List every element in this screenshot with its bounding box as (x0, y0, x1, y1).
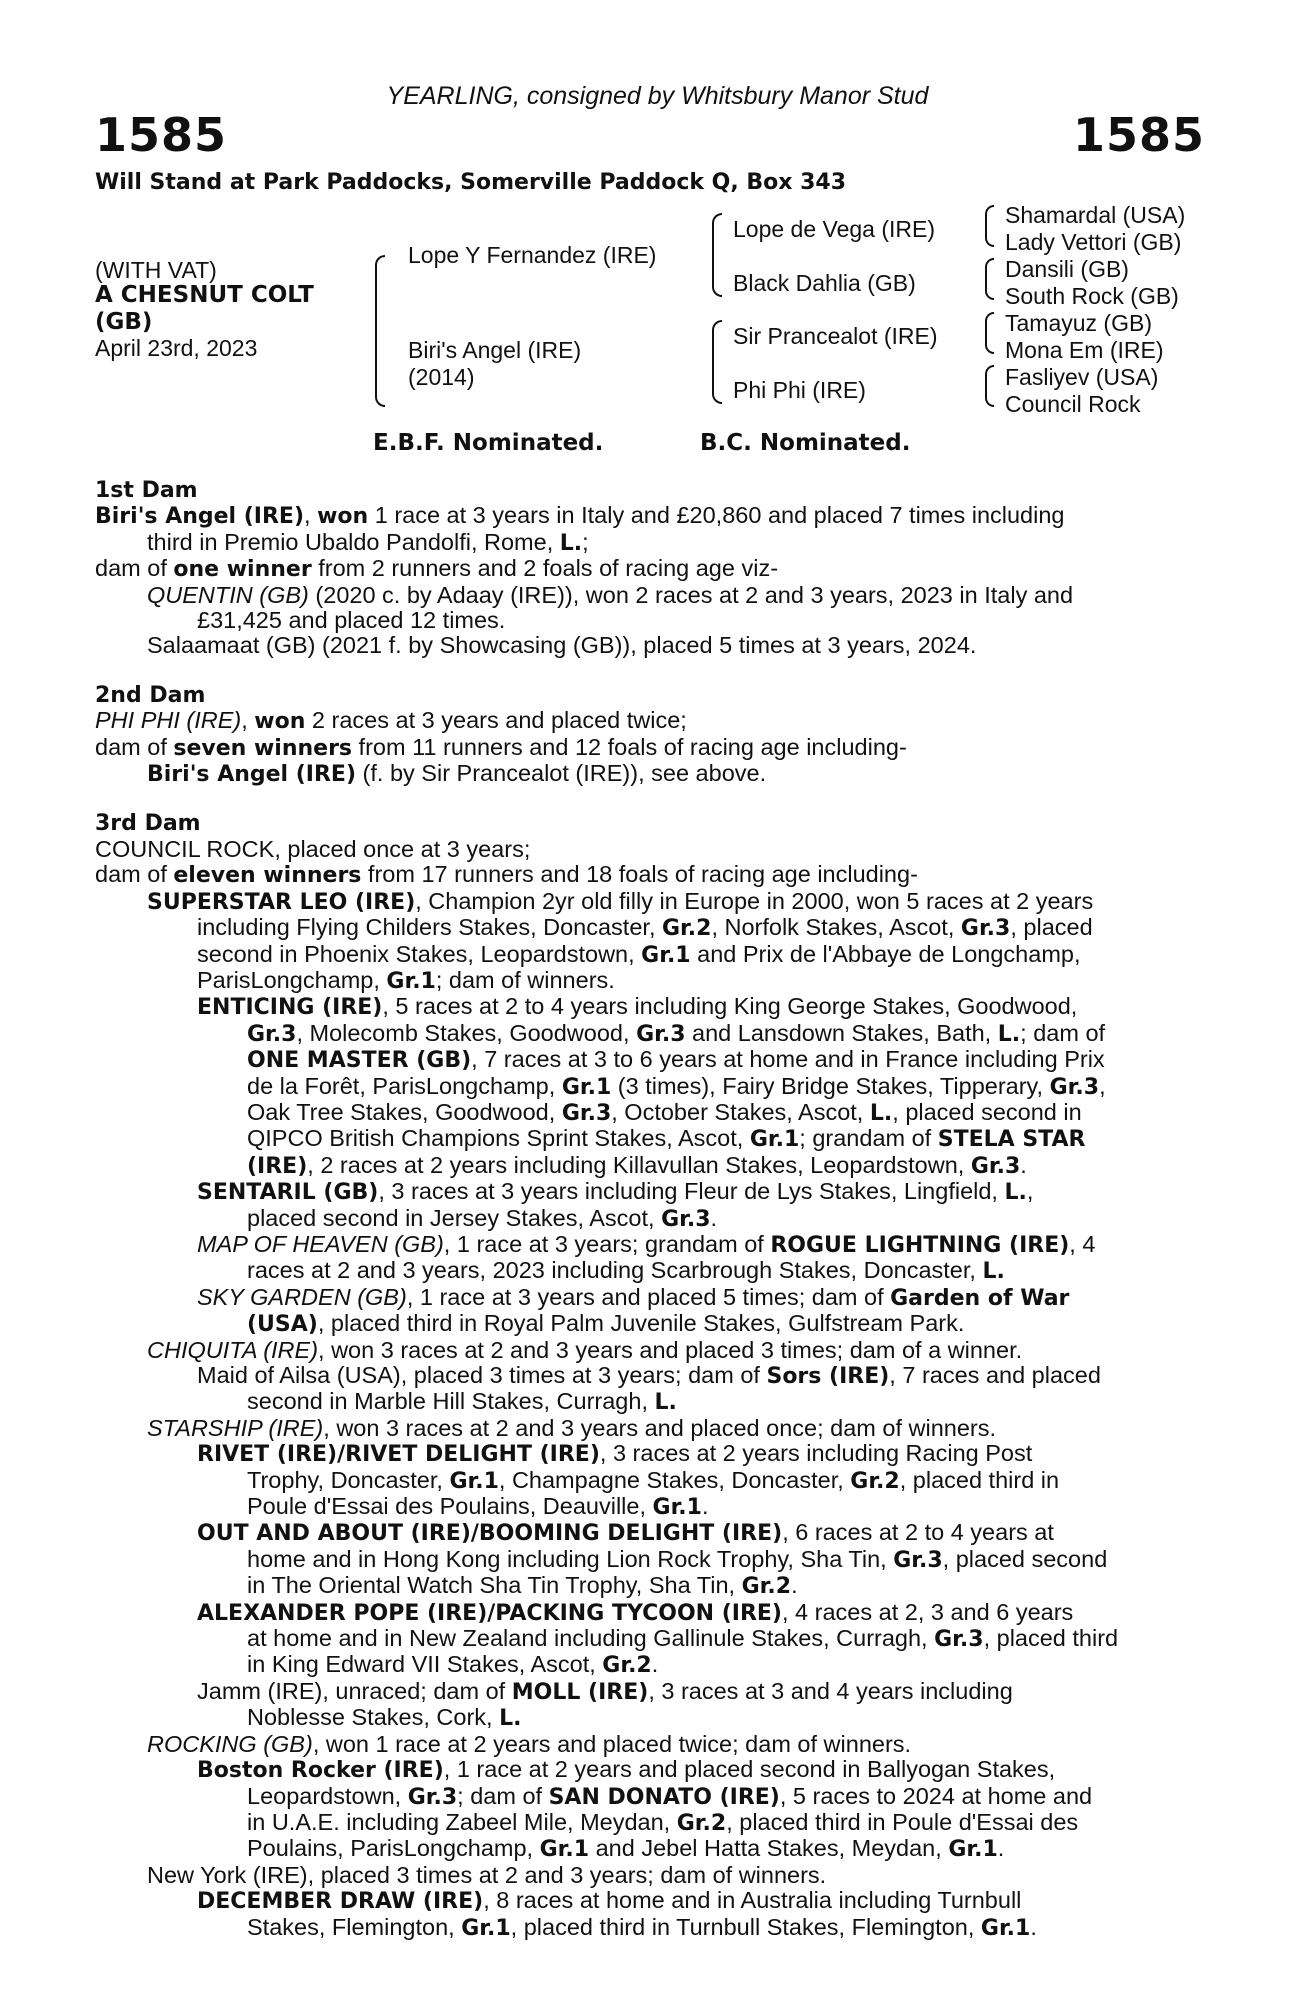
pedigree-line (95, 1732, 1205, 1757)
section-title: 3rd Dam (95, 811, 201, 837)
pedigree-line (95, 1285, 1205, 1311)
pedigree-brace-main (375, 255, 385, 407)
pedigree-line (95, 1416, 1205, 1441)
text: , Champagne Stakes, Doncaster, (498, 1466, 851, 1493)
bold-text: Gr.2 (676, 1810, 727, 1836)
pedigree-line (95, 915, 1205, 941)
text: 1 race at 3 years in Italy and £20,860 and placed 7 times including (368, 502, 1065, 529)
text: , placed third in (899, 1466, 1060, 1493)
pedigree-brace-gg4 (985, 365, 994, 407)
text: ; dam of (1020, 1019, 1106, 1046)
pedigree-line (95, 1338, 1205, 1363)
pedigree-line (95, 1389, 1205, 1415)
pedigree-brace-gg2 (985, 258, 994, 300)
horse-country: (GB) (95, 309, 153, 335)
bold-text: Garden of War (890, 1285, 1070, 1311)
text: , October Stakes, Ascot, (611, 1098, 870, 1125)
text: and Lansdown Stakes, Bath, (685, 1019, 998, 1046)
pedigree-line (95, 1652, 1205, 1678)
bold-text: (USA) (247, 1312, 318, 1338)
text: races at 2 and 3 years, 2023 including Scarbrough Stakes, Doncaster, (247, 1257, 983, 1284)
text: ; dam of winners. (435, 966, 615, 993)
bold-text: Gr.1 (561, 1074, 612, 1100)
pedigree-line (95, 1547, 1205, 1573)
bold-text: Gr.1 (749, 1127, 800, 1153)
text: second in Phoenix Stakes, Leopardstown, (197, 940, 642, 967)
bold-text: Gr.1 (461, 1915, 511, 1941)
bold-text: Gr.2 (741, 1574, 792, 1600)
sire: Lope Y Fernandez (IRE) (408, 242, 657, 268)
text: including Flying Childers Stakes, Doncaster, (197, 914, 662, 941)
dam: Biri's Angel (IRE) (408, 337, 582, 363)
pedigree-line (95, 1047, 1205, 1073)
italic-text: ROCKING (GB) (147, 1730, 313, 1757)
text: dam of (95, 861, 174, 888)
text: , (241, 707, 255, 734)
pedigree-line (95, 1206, 1205, 1232)
dam-dam: Phi Phi (IRE) (733, 377, 866, 403)
text: , placed third in Poule d'Essai des (726, 1808, 1079, 1835)
bold-text: Gr.2 (850, 1468, 900, 1494)
text: , placed third (983, 1625, 1119, 1652)
text: , 7 races at 3 to 6 years at home and in France including Prix (471, 1046, 1105, 1073)
ggp-3: Dansili (GB) (1005, 256, 1129, 282)
text: , 2 races at 2 years including Killavullan Stakes, Leopardstown, (307, 1151, 971, 1178)
bold-text: OUT AND ABOUT (IRE)/BOOMING DELIGHT (IRE) (197, 1521, 783, 1547)
pedigree-line (95, 862, 1205, 888)
text: third in Premio Ubaldo Pandolfi, Rome, (147, 528, 560, 555)
bold-text: Gr.3 (970, 1153, 1021, 1179)
text: Stakes, Flemington, (247, 1913, 462, 1940)
text: , Champion 2yr old filly in Europe in 2000, won 5 races at 2 years (415, 887, 1094, 914)
bold-text: Gr.1 (386, 968, 436, 994)
bold-text: ALEXANDER POPE (IRE)/PACKING TYCOON (IRE) (197, 1600, 782, 1626)
pedigree-line (95, 503, 1205, 529)
ggp-6: Mona Em (IRE) (1005, 337, 1164, 363)
pedigree-line (95, 1468, 1205, 1494)
bold-text: L. (982, 1259, 1005, 1285)
text: , 5 races to 2024 at home and (779, 1782, 1093, 1809)
bold-text: Gr.1 (980, 1915, 1031, 1941)
text: , won 1 race at 2 years and placed twice; dam of winners. (312, 1730, 912, 1757)
text: QIPCO British Champions Sprint Stakes, Ascot, (247, 1125, 750, 1152)
bold-text: Gr.1 (641, 942, 691, 968)
pedigree-line (95, 1232, 1205, 1258)
text: COUNCIL ROCK, placed once at 3 years; (95, 835, 531, 862)
italic-text: QUENTIN (GB) (147, 581, 309, 608)
bold-text: seven winners (173, 735, 353, 761)
italic-text: SKY GARDEN (GB) (197, 1283, 407, 1310)
bold-text: Gr.3 (934, 1627, 984, 1653)
bold-text: DECEMBER DRAW (IRE) (197, 1889, 484, 1915)
pedigree-line (95, 1441, 1205, 1467)
text: Noblesse Stakes, Cork, (247, 1704, 500, 1731)
bold-text: Gr.3 (960, 916, 1011, 942)
pedigree-line (95, 1705, 1205, 1731)
text: dam of (95, 555, 174, 582)
italic-text: CHIQUITA (IRE) (147, 1336, 319, 1363)
ebf-nomination: E.B.F. Nominated. (373, 430, 604, 456)
text: dam of (95, 733, 174, 760)
consignor-line: YEARLING, consigned by Whitsbury Manor Stud (386, 82, 929, 110)
text: 2 races at 3 years and placed twice; (305, 707, 687, 734)
italic-text: STARSHIP (IRE) (147, 1414, 324, 1441)
bold-text: eleven winners (173, 863, 362, 889)
text: Poule d'Essai des Poulains, Deauville, (247, 1493, 653, 1520)
text: second in Marble Hill Stakes, Curragh, (247, 1388, 655, 1415)
pedigree-line (95, 1757, 1205, 1783)
pedigree-line (95, 583, 1205, 608)
pedigree-line (95, 633, 1205, 658)
text: ParisLongchamp, (197, 966, 387, 993)
pedigree-line (95, 1600, 1205, 1626)
bold-text: STELA STAR (937, 1127, 1086, 1153)
ggp-2: Lady Vettori (GB) (1005, 229, 1182, 255)
text: and Jebel Hatta Stakes, Meydan, (589, 1835, 949, 1862)
pedigree-line (95, 735, 1205, 761)
pedigree-line (95, 1494, 1205, 1520)
pedigree-line (95, 556, 1205, 582)
bold-text: Gr.3 (661, 1206, 711, 1232)
ggp-7: Fasliyev (USA) (1005, 364, 1159, 390)
text: in The Oriental Watch Sha Tin Trophy, Sha Tin, (247, 1572, 742, 1599)
text: in King Edward VII Stakes, Ascot, (247, 1651, 603, 1678)
text: at home and in New Zealand including Gallinule Stakes, Curragh, (247, 1625, 935, 1652)
text: and Prix de l'Abbaye de Longchamp, (690, 940, 1081, 967)
pedigree-line (95, 1784, 1205, 1810)
vat-note: (WITH VAT) (95, 257, 217, 283)
pedigree-line (95, 708, 1205, 734)
text: , placed third in Royal Palm Juvenile Stakes, Gulfstream Park. (317, 1310, 965, 1337)
pedigree-line (95, 1179, 1205, 1205)
bold-text: L. (559, 530, 583, 556)
bold-text: won (254, 709, 306, 735)
text: . (997, 1835, 1005, 1862)
bold-text: Gr.2 (602, 1653, 652, 1679)
text: home and in Hong Kong including Lion Rock Trophy, Sha Tin, (247, 1545, 894, 1572)
text: from 2 runners and 2 foals of racing age viz- (311, 555, 779, 582)
text: Trophy, Doncaster, (247, 1466, 450, 1493)
ggp-1: Shamardal (USA) (1005, 202, 1186, 228)
pedigree-line (95, 1021, 1205, 1047)
text: Maid of Ailsa (USA), placed 3 times at 3 years; dam of (197, 1362, 767, 1388)
bold-text: L. (499, 1706, 522, 1732)
bold-text: SAN DONATO (IRE) (548, 1784, 780, 1810)
text: , (1099, 1072, 1106, 1099)
pedigree-line (95, 1888, 1205, 1914)
bold-text: Gr.1 (539, 1837, 590, 1863)
text: . (651, 1651, 659, 1678)
pedigree-brace-gg1 (985, 205, 994, 247)
pedigree-line (95, 761, 1205, 787)
ggp-4: South Rock (GB) (1005, 283, 1179, 309)
text: , 3 races at 3 years including Fleur de Lys Stakes, Lingfield, (378, 1178, 1005, 1205)
bold-text: SENTARIL (GB) (197, 1180, 379, 1206)
dam-year: (2014) (408, 364, 475, 390)
text: , won 3 races at 2 and 3 years and placed 3 times; dam of a winner. (318, 1336, 1023, 1363)
pedigree-line (95, 837, 1205, 862)
bold-text: MOLL (IRE) (511, 1679, 649, 1705)
pedigree-line (95, 1074, 1205, 1100)
text: (f. by Sir Prancealot (IRE)), see above. (356, 760, 767, 787)
pedigree-line (95, 1153, 1205, 1179)
pedigree-brace-dam (712, 320, 722, 404)
pedigree-line (95, 608, 1205, 633)
bold-text: (IRE) (247, 1153, 308, 1179)
sire-dam: Black Dahlia (GB) (733, 270, 916, 296)
text: , placed third in Turnbull Stakes, Flemington, (510, 1913, 981, 1940)
bold-text: Gr.2 (662, 916, 712, 942)
text: Leopardstown, (247, 1782, 408, 1809)
italic-text: MAP OF HEAVEN (GB) (197, 1230, 444, 1257)
bold-text: Biri's Angel (IRE) (95, 504, 305, 530)
pedigree-line (95, 1863, 1205, 1888)
text: , 4 (1069, 1230, 1096, 1257)
pedigree-line (95, 889, 1205, 915)
bold-text: ROGUE LIGHTNING (IRE) (770, 1232, 1070, 1258)
horse-name: A CHESNUT COLT (95, 282, 314, 308)
pedigree-brace-gg3 (985, 312, 994, 354)
bold-text: RIVET (IRE)/RIVET DELIGHT (IRE) (197, 1442, 600, 1468)
lot-number-left: 1585 (95, 108, 228, 162)
text: . (710, 1204, 718, 1231)
text: from 11 runners and 12 foals of racing age including- (352, 733, 907, 760)
section-title: 2nd Dam (95, 682, 206, 708)
dam-sire: Sir Prancealot (IRE) (733, 323, 938, 349)
bold-text: Gr.1 (652, 1495, 702, 1521)
bold-text: Biri's Angel (IRE) (147, 762, 357, 788)
pedigree-line (95, 994, 1205, 1020)
bold-text: Gr.3 (636, 1021, 686, 1047)
bold-text: L. (654, 1390, 677, 1416)
bold-text: SUPERSTAR LEO (IRE) (147, 889, 416, 915)
bold-text: Gr.1 (948, 1837, 998, 1863)
text: £31,425 and placed 12 times. (197, 607, 506, 634)
pedigree-line (95, 1520, 1205, 1546)
pedigree-line (95, 1126, 1205, 1152)
text: ; (582, 528, 589, 555)
bold-text: Gr.3 (407, 1784, 458, 1810)
bold-text: Sors (IRE) (766, 1364, 890, 1389)
pedigree-brace-sire (712, 213, 722, 297)
pedigree-line (95, 1915, 1205, 1941)
bold-text: Gr.3 (893, 1547, 943, 1573)
text: ; dam of (457, 1782, 549, 1809)
section-title: 1st Dam (95, 478, 198, 503)
text: , 8 races at home and in Australia including Turnbull (483, 1887, 1022, 1914)
pedigree-line (95, 1836, 1205, 1862)
bold-text: ENTICING (IRE) (197, 995, 383, 1021)
text: . (1020, 1151, 1027, 1178)
text: Poulains, ParisLongchamp, (247, 1835, 540, 1862)
pedigree-line (95, 1810, 1205, 1836)
lot-number-right: 1585 (1072, 108, 1205, 162)
text: New York (IRE), placed 3 times at 2 and 3 years; dam of winners. (147, 1861, 827, 1888)
text: placed second in Jersey Stakes, Ascot, (247, 1204, 662, 1231)
ggp-5: Tamayuz (GB) (1005, 310, 1152, 336)
text: , 3 races at 3 and 4 years including (648, 1677, 1013, 1704)
pedigree-line (95, 1573, 1205, 1599)
pedigree-line (95, 1311, 1205, 1337)
text: . (701, 1493, 709, 1520)
text: de la Forêt, ParisLongchamp, (247, 1072, 562, 1099)
bold-text: one winner (173, 557, 312, 583)
text: (3 times), Fairy Bridge Stakes, Tipperary, (611, 1072, 1050, 1099)
pedigree-line (95, 1258, 1205, 1284)
bold-text: won (317, 504, 369, 530)
pedigree-line (95, 1100, 1205, 1126)
text: , won 3 races at 2 and 3 years and placed once; dam of winners. (323, 1414, 997, 1441)
bold-text: ONE MASTER (GB) (247, 1048, 472, 1074)
text: , placed second in (892, 1098, 1082, 1125)
pedigree-line (95, 1679, 1205, 1705)
pedigree-line (95, 1626, 1205, 1652)
text: Salaamaat (GB) (2021 f. by Showcasing (GB)), placed 5 times at 3 years, 2024. (147, 632, 977, 659)
text: . (1030, 1913, 1037, 1940)
text: Oak Tree Stakes, Goodwood, (247, 1098, 562, 1125)
text: , (304, 502, 318, 529)
text: , 7 races and placed (889, 1362, 1101, 1388)
horse-dob: April 23rd, 2023 (95, 335, 258, 361)
text: , 5 races at 2 to 4 years including King George Stakes, Goodwood, (382, 993, 1078, 1020)
text: , placed second (942, 1545, 1108, 1572)
bold-text: Boston Rocker (IRE) (197, 1758, 444, 1784)
text: , 1 race at 2 years and placed second in Ballyogan Stakes, (443, 1756, 1056, 1783)
bold-text: Gr.3 (1049, 1074, 1100, 1100)
text: , 1 race at 3 years; grandam of (443, 1230, 771, 1257)
pedigree-line (95, 530, 1205, 556)
text: , 6 races at 2 to 4 years at (782, 1519, 1054, 1546)
italic-text: PHI PHI (IRE) (95, 707, 242, 734)
bold-text: L. (1004, 1180, 1027, 1206)
stand-location: Will Stand at Park Paddocks, Somerville Paddock Q, Box 343 (95, 170, 847, 195)
bold-text: L. (997, 1021, 1021, 1047)
pedigree-line (95, 968, 1205, 994)
bold-text: Gr.3 (561, 1100, 612, 1126)
catalogue-body (95, 478, 1205, 1941)
text: (2020 c. by Adaay (IRE)), won 2 races at 2 and 3 years, 2023 in Italy and (308, 581, 1074, 608)
ggp-8: Council Rock (1005, 391, 1141, 417)
text: , Norfolk Stakes, Ascot, (711, 914, 961, 941)
sire-sire: Lope de Vega (IRE) (733, 216, 936, 242)
text: . (791, 1572, 798, 1599)
bold-text: L. (869, 1100, 893, 1126)
bold-text: Gr.1 (449, 1468, 499, 1494)
text: , 4 races at 2, 3 and 6 years (781, 1598, 1074, 1625)
text: Jamm (IRE), unraced; dam of (197, 1677, 512, 1704)
text: , Molecomb Stakes, Goodwood, (296, 1019, 637, 1046)
text: in U.A.E. including Zabeel Mile, Meydan, (247, 1808, 677, 1835)
text: , 3 races at 2 years including Racing Post (599, 1440, 1033, 1467)
pedigree-line (95, 1363, 1205, 1389)
text: ; grandam of (799, 1125, 938, 1152)
bold-text: Gr.3 (247, 1021, 297, 1047)
text: from 17 runners and 18 foals of racing age including- (361, 861, 918, 888)
text: , placed (1010, 914, 1093, 941)
text: , (1026, 1178, 1034, 1205)
bc-nomination: B.C. Nominated. (700, 430, 911, 456)
pedigree-line (95, 942, 1205, 968)
text: , 1 race at 3 years and placed 5 times; dam of (406, 1283, 891, 1310)
